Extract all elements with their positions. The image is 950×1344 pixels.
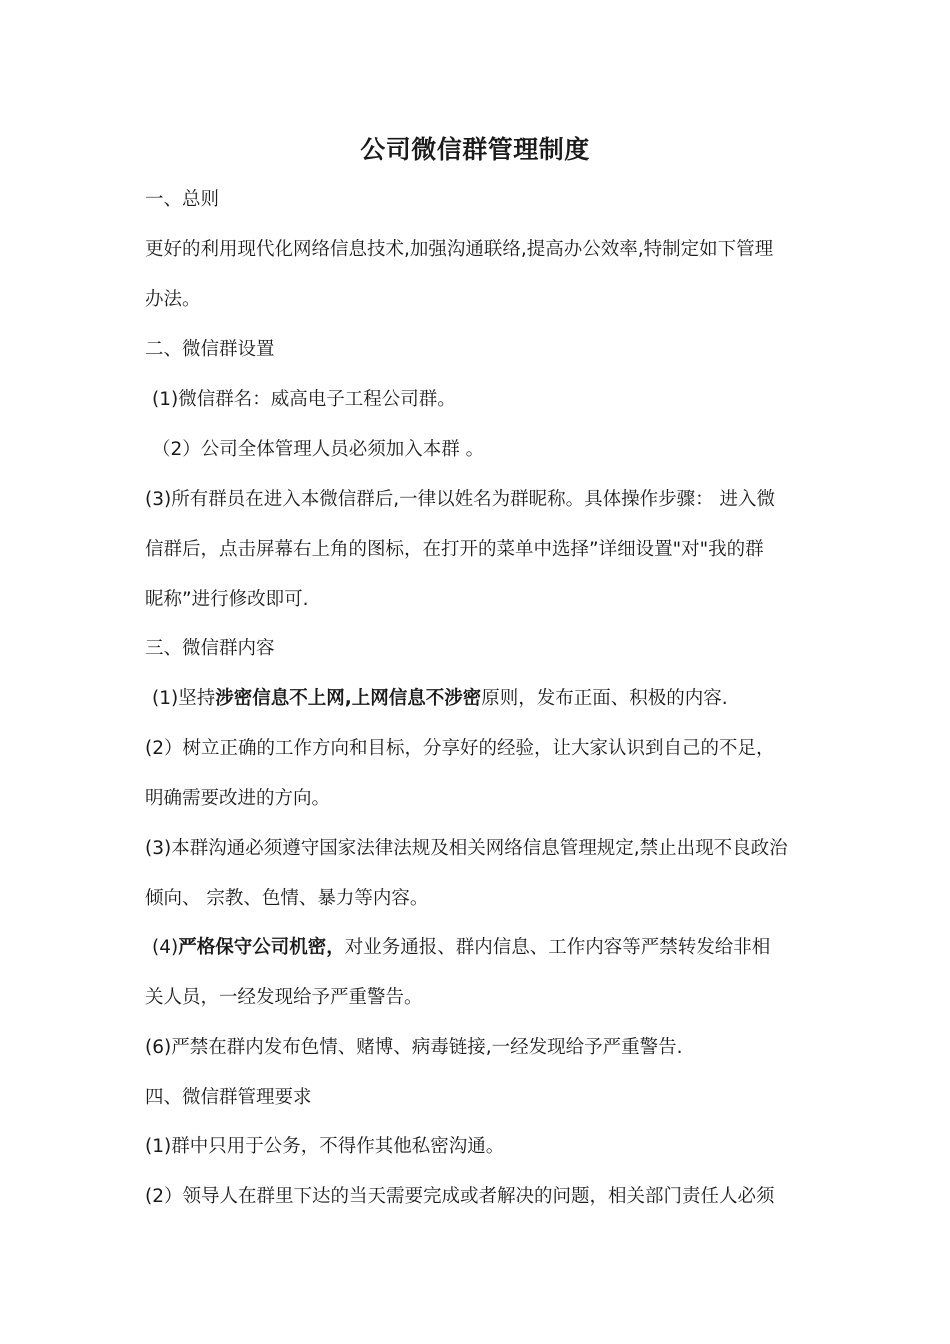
section-heading-content: 三、微信群内容 [145,638,275,659]
section-heading-settings: 二、微信群设置 [145,339,275,360]
text-run: (1)坚持 [152,688,216,709]
bold-text-run: 严格保守公司机密， [178,937,345,958]
paragraph-line: 明确需要改进的方向。 [145,788,331,809]
paragraph-line: 信群后，点击屏幕右上角的图标，在打开的菜单中选择”详细设置"对"我的群 [145,539,764,560]
paragraph-line: (2）领导人在群里下达的当天需要完成或者解决的问题，相关部门责任人必须 [145,1186,775,1207]
text-run: 原则，发布正面、积极的内容. [481,688,728,709]
paragraph-line: (3)所有群员在进入本微信群后,一律以姓名为群昵称。具体操作步骤： 进入微 [145,489,775,510]
paragraph-line [152,686,822,712]
section-heading-general: 一、总则 [145,189,220,210]
paragraph-line: (2）树立正确的工作方向和目标，分享好的经验，让大家认识到自己的不足， [145,738,775,759]
text-run: (4) [152,937,179,958]
text-run: 对业务通报、群内信息、工作内容等严禁转发给非相 [344,937,771,958]
paragraph-line: 关人员，一经发现给予严重警告。 [145,987,423,1008]
paragraph-line [152,935,822,961]
paragraph-line: (1)微信群名：威高电子工程公司群。 [152,389,456,410]
paragraph-line: (1)群中只用于公务，不得作其他私密沟通。 [145,1136,505,1157]
paragraph-line: 更好的利用现代化网络信息技术,加强沟通联络,提高办公效率,特制定如下管理 [145,239,774,260]
paragraph-line: 倾向、 宗教、色情、暴力等内容。 [145,888,429,909]
bold-text-run: 涉密信息不上网,上网信息不涉密 [215,688,482,709]
document-title: 公司微信群管理制度 [360,135,590,164]
paragraph-line: （2）公司全体管理人员必须加入本群 。 [152,439,485,460]
paragraph-line: (6)严禁在群内发布色情、赌博、病毒链接,一经发现给予严重警告. [145,1037,683,1058]
paragraph-line: (3)本群沟通必须遵守国家法律法规及相关网络信息管理规定,禁止出现不良政治 [145,838,788,859]
paragraph-line: 办法。 [145,289,201,310]
section-heading-requirements: 四、微信群管理要求 [145,1087,312,1108]
paragraph-line: 昵称”进行修改即可. [145,589,309,610]
